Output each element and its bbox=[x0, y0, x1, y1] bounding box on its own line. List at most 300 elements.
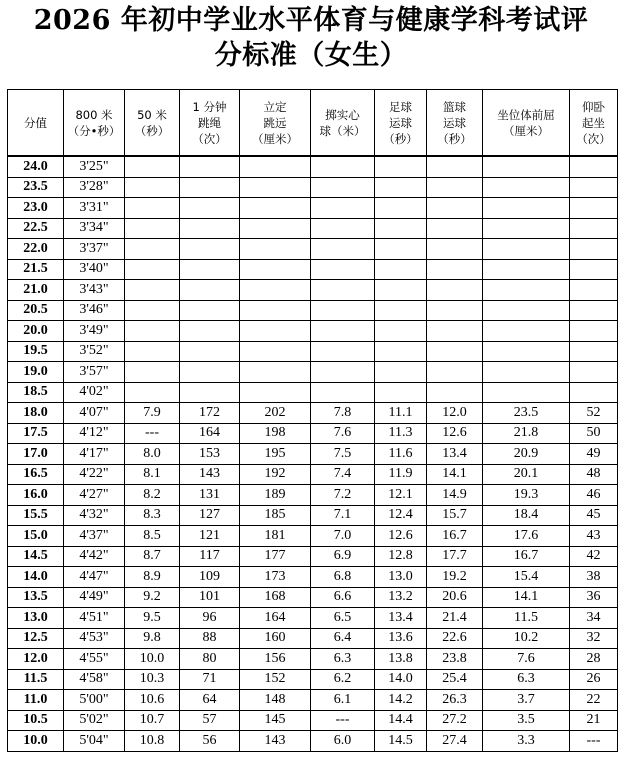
table-cell: 148 bbox=[240, 690, 311, 711]
score-cell: 13.5 bbox=[8, 587, 64, 608]
table-cell: 50 bbox=[570, 423, 618, 444]
table-cell: 56 bbox=[180, 731, 240, 752]
table-cell: 13.2 bbox=[375, 587, 427, 608]
table-cell bbox=[570, 280, 618, 301]
table-cell: 10.2 bbox=[483, 628, 570, 649]
table-cell: 8.7 bbox=[125, 546, 180, 567]
table-cell: 17.7 bbox=[427, 546, 483, 567]
table-cell: 3.7 bbox=[483, 690, 570, 711]
table-cell bbox=[483, 259, 570, 280]
table-cell: 164 bbox=[240, 608, 311, 629]
table-cell bbox=[311, 259, 375, 280]
table-cell: 4'37" bbox=[64, 526, 125, 547]
table-cell bbox=[240, 341, 311, 362]
table-row bbox=[8, 300, 618, 321]
score-cell: 22.5 bbox=[8, 218, 64, 239]
table-cell bbox=[311, 280, 375, 301]
table-cell bbox=[427, 362, 483, 383]
table-cell: 121 bbox=[180, 526, 240, 547]
table-cell: 9.5 bbox=[125, 608, 180, 629]
scoring-standard-table bbox=[7, 89, 618, 752]
table-cell bbox=[125, 300, 180, 321]
table-cell: 43 bbox=[570, 526, 618, 547]
table-cell: 71 bbox=[180, 669, 240, 690]
table-cell: 3'34" bbox=[64, 218, 125, 239]
table-cell: 18.4 bbox=[483, 505, 570, 526]
table-cell bbox=[180, 218, 240, 239]
table-cell: 10.0 bbox=[125, 649, 180, 670]
table-row bbox=[8, 403, 618, 424]
table-cell: 11.9 bbox=[375, 464, 427, 485]
score-cell: 19.0 bbox=[8, 362, 64, 383]
table-row bbox=[8, 382, 618, 403]
table-cell bbox=[311, 218, 375, 239]
table-cell: 4'32" bbox=[64, 505, 125, 526]
table-row bbox=[8, 649, 618, 670]
table-cell: 14.0 bbox=[375, 669, 427, 690]
table-cell: 42 bbox=[570, 546, 618, 567]
score-cell: 21.0 bbox=[8, 280, 64, 301]
table-cell: 6.0 bbox=[311, 731, 375, 752]
table-cell bbox=[240, 300, 311, 321]
table-cell: 6.8 bbox=[311, 567, 375, 588]
table-cell: 26 bbox=[570, 669, 618, 690]
table-cell: 173 bbox=[240, 567, 311, 588]
table-cell bbox=[483, 362, 570, 383]
score-cell: 10.0 bbox=[8, 731, 64, 752]
table-cell: 4'49" bbox=[64, 587, 125, 608]
table-cell: 25.4 bbox=[427, 669, 483, 690]
table-cell bbox=[240, 259, 311, 280]
table-cell: 189 bbox=[240, 485, 311, 506]
table-cell: 153 bbox=[180, 444, 240, 465]
table-cell bbox=[483, 321, 570, 342]
table-cell: 14.9 bbox=[427, 485, 483, 506]
table-cell: 156 bbox=[240, 649, 311, 670]
table-cell: 14.5 bbox=[375, 731, 427, 752]
table-cell: 109 bbox=[180, 567, 240, 588]
table-cell bbox=[311, 341, 375, 362]
table-cell bbox=[180, 239, 240, 260]
table-cell: 7.0 bbox=[311, 526, 375, 547]
table-cell: 88 bbox=[180, 628, 240, 649]
table-cell: 15.4 bbox=[483, 567, 570, 588]
table-cell bbox=[375, 218, 427, 239]
score-cell: 16.5 bbox=[8, 464, 64, 485]
table-cell bbox=[570, 156, 618, 177]
table-cell: 145 bbox=[240, 710, 311, 731]
table-cell bbox=[570, 259, 618, 280]
table-cell bbox=[570, 177, 618, 198]
score-cell: 18.5 bbox=[8, 382, 64, 403]
table-cell: 185 bbox=[240, 505, 311, 526]
table-cell bbox=[180, 341, 240, 362]
table-row bbox=[8, 218, 618, 239]
table-cell bbox=[125, 198, 180, 219]
table-cell: --- bbox=[311, 710, 375, 731]
table-cell bbox=[570, 198, 618, 219]
table-cell: 3'46" bbox=[64, 300, 125, 321]
table-cell: 11.5 bbox=[483, 608, 570, 629]
header-rope-skipping: 1 分钟 跳绳 （次） bbox=[180, 90, 240, 157]
table-cell bbox=[311, 239, 375, 260]
table-cell: 27.4 bbox=[427, 731, 483, 752]
table-cell bbox=[375, 300, 427, 321]
table-cell bbox=[483, 177, 570, 198]
table-cell: 6.5 bbox=[311, 608, 375, 629]
table-cell: 6.2 bbox=[311, 669, 375, 690]
table-cell: 3'37" bbox=[64, 239, 125, 260]
table-cell: 4'53" bbox=[64, 628, 125, 649]
table-cell: 8.9 bbox=[125, 567, 180, 588]
score-cell: 13.0 bbox=[8, 608, 64, 629]
table-cell bbox=[375, 156, 427, 177]
table-cell: --- bbox=[570, 731, 618, 752]
table-cell: 12.0 bbox=[427, 403, 483, 424]
table-cell: 11.6 bbox=[375, 444, 427, 465]
table-cell bbox=[125, 382, 180, 403]
table-cell: 3'40" bbox=[64, 259, 125, 280]
table-cell bbox=[483, 198, 570, 219]
table-cell: 10.7 bbox=[125, 710, 180, 731]
score-cell: 20.0 bbox=[8, 321, 64, 342]
table-cell: 131 bbox=[180, 485, 240, 506]
table-cell: 3'52" bbox=[64, 341, 125, 362]
table-cell: 7.2 bbox=[311, 485, 375, 506]
table-cell bbox=[427, 177, 483, 198]
table-cell: 9.2 bbox=[125, 587, 180, 608]
table-row bbox=[8, 505, 618, 526]
table-cell: 96 bbox=[180, 608, 240, 629]
table-cell: 5'00" bbox=[64, 690, 125, 711]
table-cell bbox=[483, 280, 570, 301]
table-cell: 192 bbox=[240, 464, 311, 485]
score-cell: 21.5 bbox=[8, 259, 64, 280]
table-cell bbox=[427, 341, 483, 362]
header-football-dribble: 足球 运球 （秒） bbox=[375, 90, 427, 157]
table-cell: 13.8 bbox=[375, 649, 427, 670]
table-cell: 22 bbox=[570, 690, 618, 711]
table-cell bbox=[427, 321, 483, 342]
table-cell: 12.6 bbox=[375, 526, 427, 547]
table-row bbox=[8, 341, 618, 362]
table-cell bbox=[311, 382, 375, 403]
table-cell: 10.6 bbox=[125, 690, 180, 711]
table-cell bbox=[570, 341, 618, 362]
table-row bbox=[8, 321, 618, 342]
table-row bbox=[8, 198, 618, 219]
table-cell bbox=[483, 218, 570, 239]
table-cell: 4'12" bbox=[64, 423, 125, 444]
table-cell: 13.4 bbox=[427, 444, 483, 465]
table-cell: 28 bbox=[570, 649, 618, 670]
table-cell: 143 bbox=[240, 731, 311, 752]
table-cell: 14.1 bbox=[483, 587, 570, 608]
table-cell: 34 bbox=[570, 608, 618, 629]
table-cell: 14.2 bbox=[375, 690, 427, 711]
table-row bbox=[8, 177, 618, 198]
table-cell bbox=[240, 198, 311, 219]
table-cell bbox=[125, 362, 180, 383]
score-cell: 16.0 bbox=[8, 485, 64, 506]
table-row bbox=[8, 259, 618, 280]
table-cell: 172 bbox=[180, 403, 240, 424]
table-cell: 48 bbox=[570, 464, 618, 485]
header-800m: 800 米 （分•秒） bbox=[64, 90, 125, 157]
table-cell bbox=[240, 239, 311, 260]
table-cell bbox=[125, 218, 180, 239]
table-cell: 3'28" bbox=[64, 177, 125, 198]
table-cell: 21.4 bbox=[427, 608, 483, 629]
table-cell bbox=[311, 300, 375, 321]
header-standing-long-jump: 立定 跳远 （厘米） bbox=[240, 90, 311, 157]
table-cell bbox=[240, 362, 311, 383]
table-cell bbox=[427, 198, 483, 219]
table-cell bbox=[570, 300, 618, 321]
table-cell bbox=[311, 362, 375, 383]
table-cell: 8.5 bbox=[125, 526, 180, 547]
table-cell bbox=[375, 177, 427, 198]
table-cell: 12.8 bbox=[375, 546, 427, 567]
table-cell: 3'25" bbox=[64, 156, 125, 177]
table-cell bbox=[375, 239, 427, 260]
table-cell: 6.1 bbox=[311, 690, 375, 711]
table-cell: 7.4 bbox=[311, 464, 375, 485]
table-cell: 57 bbox=[180, 710, 240, 731]
table-cell bbox=[125, 321, 180, 342]
table-cell bbox=[180, 362, 240, 383]
table-cell: 4'02" bbox=[64, 382, 125, 403]
table-cell: 16.7 bbox=[427, 526, 483, 547]
score-cell: 12.0 bbox=[8, 649, 64, 670]
table-cell bbox=[427, 280, 483, 301]
table-cell: 168 bbox=[240, 587, 311, 608]
table-cell: 7.5 bbox=[311, 444, 375, 465]
table-cell bbox=[125, 259, 180, 280]
table-cell: 22.6 bbox=[427, 628, 483, 649]
table-cell: 26.3 bbox=[427, 690, 483, 711]
table-cell bbox=[375, 321, 427, 342]
table-cell bbox=[427, 382, 483, 403]
table-cell: 3'31" bbox=[64, 198, 125, 219]
table-cell: 4'22" bbox=[64, 464, 125, 485]
table-cell: 45 bbox=[570, 505, 618, 526]
table-cell bbox=[570, 362, 618, 383]
table-cell: 6.6 bbox=[311, 587, 375, 608]
score-cell: 11.0 bbox=[8, 690, 64, 711]
table-cell bbox=[240, 177, 311, 198]
table-cell bbox=[125, 239, 180, 260]
table-cell bbox=[125, 156, 180, 177]
table-row bbox=[8, 464, 618, 485]
table-cell: 23.5 bbox=[483, 403, 570, 424]
score-cell: 14.0 bbox=[8, 567, 64, 588]
table-cell bbox=[180, 280, 240, 301]
table-cell: 7.9 bbox=[125, 403, 180, 424]
table-cell: 117 bbox=[180, 546, 240, 567]
table-cell: 152 bbox=[240, 669, 311, 690]
score-cell: 23.5 bbox=[8, 177, 64, 198]
table-cell: 8.3 bbox=[125, 505, 180, 526]
table-cell: 143 bbox=[180, 464, 240, 485]
table-cell bbox=[427, 259, 483, 280]
score-cell: 12.5 bbox=[8, 628, 64, 649]
table-row bbox=[8, 526, 618, 547]
table-cell bbox=[180, 156, 240, 177]
header-basketball-dribble: 篮球 运球 （秒） bbox=[427, 90, 483, 157]
table-row bbox=[8, 710, 618, 731]
table-row bbox=[8, 608, 618, 629]
table-cell: 160 bbox=[240, 628, 311, 649]
table-cell: 36 bbox=[570, 587, 618, 608]
table-cell: 21.8 bbox=[483, 423, 570, 444]
table-cell: 4'17" bbox=[64, 444, 125, 465]
table-cell: 8.2 bbox=[125, 485, 180, 506]
score-cell: 15.0 bbox=[8, 526, 64, 547]
table-cell: 3.5 bbox=[483, 710, 570, 731]
table-cell: 5'04" bbox=[64, 731, 125, 752]
table-cell: 12.6 bbox=[427, 423, 483, 444]
table-row bbox=[8, 546, 618, 567]
table-cell: 12.1 bbox=[375, 485, 427, 506]
table-cell bbox=[427, 300, 483, 321]
table-cell: 64 bbox=[180, 690, 240, 711]
table-cell: 181 bbox=[240, 526, 311, 547]
table-cell: 14.4 bbox=[375, 710, 427, 731]
table-cell: 46 bbox=[570, 485, 618, 506]
score-cell: 23.0 bbox=[8, 198, 64, 219]
table-cell: 8.1 bbox=[125, 464, 180, 485]
table-cell: 13.6 bbox=[375, 628, 427, 649]
table-row bbox=[8, 280, 618, 301]
header-score: 分值 bbox=[8, 90, 64, 157]
table-cell bbox=[570, 218, 618, 239]
header-50m: 50 米 （秒） bbox=[125, 90, 180, 157]
table-cell: 3'57" bbox=[64, 362, 125, 383]
table-cell bbox=[375, 341, 427, 362]
table-row bbox=[8, 628, 618, 649]
table-cell: 4'27" bbox=[64, 485, 125, 506]
table-cell: 10.8 bbox=[125, 731, 180, 752]
table-row bbox=[8, 690, 618, 711]
table-cell: 6.9 bbox=[311, 546, 375, 567]
table-cell: 20.6 bbox=[427, 587, 483, 608]
table-row bbox=[8, 239, 618, 260]
table-cell: 20.9 bbox=[483, 444, 570, 465]
table-cell bbox=[311, 321, 375, 342]
table-cell bbox=[375, 362, 427, 383]
table-cell bbox=[180, 300, 240, 321]
table-cell: 4'51" bbox=[64, 608, 125, 629]
table-cell: 16.7 bbox=[483, 546, 570, 567]
document-title-line-2: 分标准（女生） bbox=[214, 40, 408, 71]
table-cell bbox=[240, 218, 311, 239]
table-cell bbox=[427, 239, 483, 260]
table-cell bbox=[483, 382, 570, 403]
table-cell bbox=[240, 280, 311, 301]
document-title-line-1: 2026 年初中学业水平体育与健康学科考试评 bbox=[33, 5, 589, 36]
table-cell: 195 bbox=[240, 444, 311, 465]
table-cell bbox=[240, 156, 311, 177]
table-cell: 12.4 bbox=[375, 505, 427, 526]
table-row bbox=[8, 362, 618, 383]
table-body bbox=[8, 156, 618, 751]
table-cell bbox=[483, 239, 570, 260]
table-cell: 3.3 bbox=[483, 731, 570, 752]
header-medicine-ball: 掷实心 球（米） bbox=[311, 90, 375, 157]
table-cell: 7.8 bbox=[311, 403, 375, 424]
table-cell bbox=[375, 382, 427, 403]
table-cell: 11.3 bbox=[375, 423, 427, 444]
table-cell: 127 bbox=[180, 505, 240, 526]
table-cell bbox=[570, 382, 618, 403]
table-cell bbox=[427, 156, 483, 177]
table-cell: 7.6 bbox=[311, 423, 375, 444]
table-cell: 38 bbox=[570, 567, 618, 588]
table-cell bbox=[125, 280, 180, 301]
table-cell: 7.6 bbox=[483, 649, 570, 670]
table-cell bbox=[427, 218, 483, 239]
header-sit-and-reach: 坐位体前屈 （厘米） bbox=[483, 90, 570, 157]
table-cell: --- bbox=[125, 423, 180, 444]
score-cell: 18.0 bbox=[8, 403, 64, 424]
table-cell bbox=[125, 177, 180, 198]
table-cell bbox=[375, 259, 427, 280]
table-cell bbox=[180, 198, 240, 219]
table-cell: 101 bbox=[180, 587, 240, 608]
table-row bbox=[8, 423, 618, 444]
table-cell: 4'47" bbox=[64, 567, 125, 588]
table-cell: 20.1 bbox=[483, 464, 570, 485]
table-cell: 202 bbox=[240, 403, 311, 424]
score-cell: 22.0 bbox=[8, 239, 64, 260]
table-cell: 27.2 bbox=[427, 710, 483, 731]
score-cell: 24.0 bbox=[8, 156, 64, 177]
table-cell: 17.6 bbox=[483, 526, 570, 547]
table-cell bbox=[483, 156, 570, 177]
table-cell: 14.1 bbox=[427, 464, 483, 485]
table-cell: 3'43" bbox=[64, 280, 125, 301]
table-cell bbox=[180, 177, 240, 198]
table-cell bbox=[311, 156, 375, 177]
table-cell: 177 bbox=[240, 546, 311, 567]
table-cell: 9.8 bbox=[125, 628, 180, 649]
table-cell bbox=[570, 239, 618, 260]
table-row bbox=[8, 731, 618, 752]
table-cell bbox=[375, 198, 427, 219]
table-cell bbox=[240, 321, 311, 342]
table-cell bbox=[180, 321, 240, 342]
table-cell: 8.0 bbox=[125, 444, 180, 465]
table-row bbox=[8, 587, 618, 608]
table-cell: 4'55" bbox=[64, 649, 125, 670]
table-cell: 198 bbox=[240, 423, 311, 444]
table-row bbox=[8, 567, 618, 588]
table-cell bbox=[570, 321, 618, 342]
table-cell: 4'42" bbox=[64, 546, 125, 567]
table-cell: 10.3 bbox=[125, 669, 180, 690]
table-cell: 11.1 bbox=[375, 403, 427, 424]
score-cell: 15.5 bbox=[8, 505, 64, 526]
table-cell: 32 bbox=[570, 628, 618, 649]
score-cell: 10.5 bbox=[8, 710, 64, 731]
table-cell: 80 bbox=[180, 649, 240, 670]
table-cell: 13.0 bbox=[375, 567, 427, 588]
table-cell: 52 bbox=[570, 403, 618, 424]
table-cell: 23.8 bbox=[427, 649, 483, 670]
table-cell bbox=[483, 341, 570, 362]
table-cell bbox=[483, 300, 570, 321]
